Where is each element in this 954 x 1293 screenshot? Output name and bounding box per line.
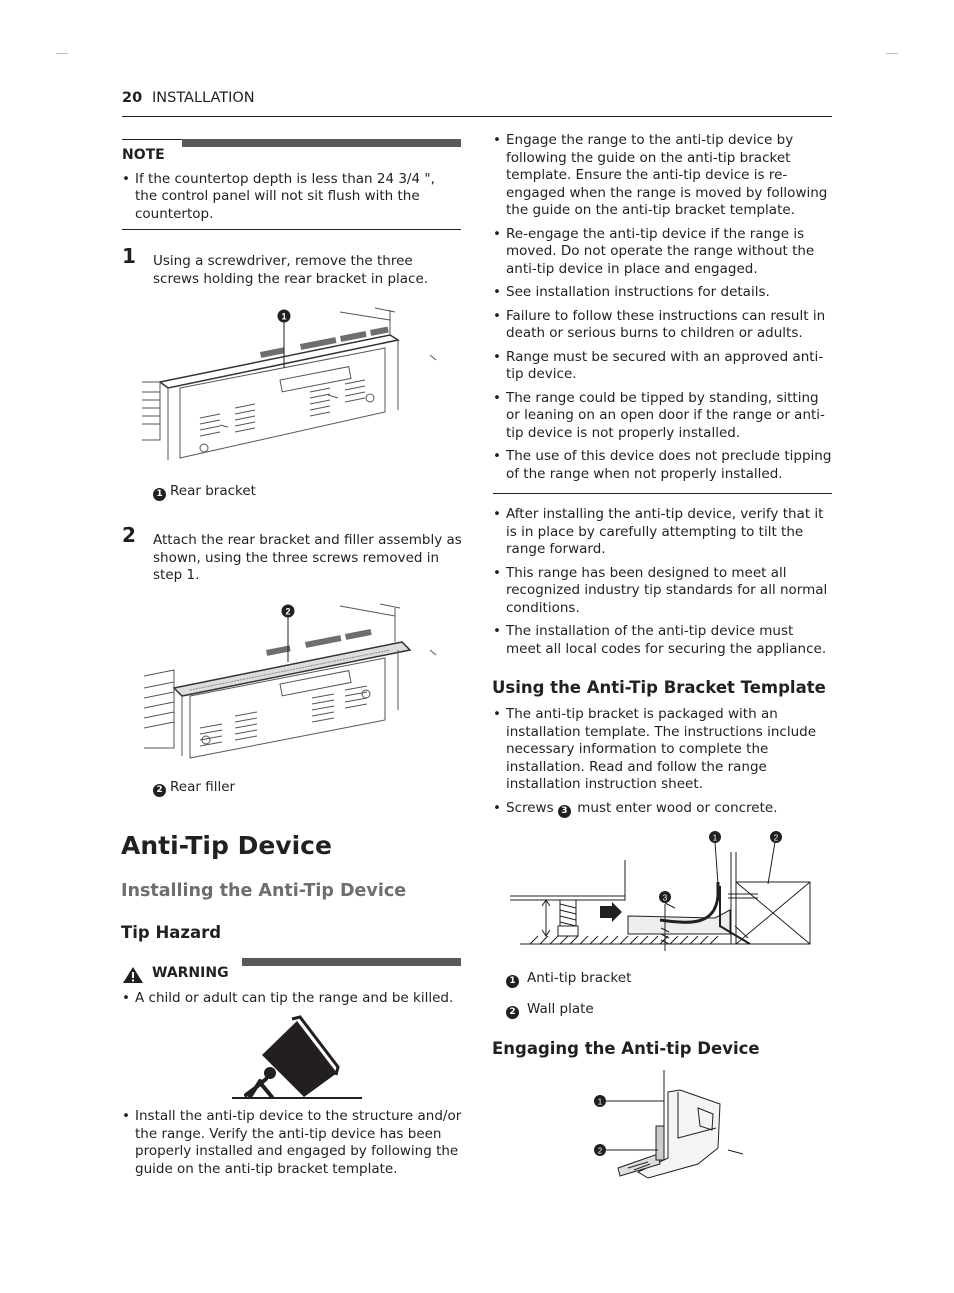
list-item: • The use of this device does not preclude tipping of the range when not properly installed. [493,448,832,483]
legend-label: Wall plate [527,1001,594,1017]
step-number: 1 [122,244,136,268]
engaging-heading: Engaging the Anti-tip Device [492,1039,760,1058]
engaging-device-illustration [588,1068,748,1183]
legend-item [506,1001,594,1019]
note-title: NOTE [122,147,165,163]
template-list [493,706,832,824]
crop-mark [886,53,898,54]
after-install-list [493,506,832,664]
subsection-heading: Installing the Anti-Tip Device [121,881,407,901]
list-item: • The installation of the anti-tip device must meet all local codes for securing the appliance. [493,623,832,658]
list-item: • Engage the range to the anti-tip device by following the guide on the anti-tip bracket template. Ensure the anti-tip device is re-engaged when the range is moved by following the guide on the anti-tip bracket template. [493,132,832,220]
legend-label: Anti-tip bracket [527,970,632,986]
list-item: • See installation instructions for details. [493,284,832,302]
tip-hazard-illustration [232,1015,362,1100]
callout-marker: 1 [506,975,519,988]
tip-hazard-heading: Tip Hazard [121,923,222,942]
callout-marker: 1 [153,488,166,501]
list-item [493,800,832,818]
note-item: • If the countertop depth is less than 24 3/4 ", the control panel will not sit flush with the countertop. [122,171,461,224]
list-item: • Install the anti-tip device to the structure and/or the range. Verify the anti-tip device has been properly installed and engaged by following the guide on the anti-tip bracket template. [122,1108,462,1178]
list-item: • Range must be secured with an approved anti-tip device. [493,349,832,384]
screws-text-post: must enter wood or concrete. [577,799,778,816]
step-number: 2 [122,523,136,547]
note-box [122,139,461,230]
fig2-legend [153,779,235,797]
list-item: • The anti-tip bracket is packaged with an installation template. The instructions include necessary information to complete the installation. Read and follow the range installation instruction sheet. [493,706,832,794]
fig2-callout: 2 [285,606,291,617]
fig2-legend-label: Rear filler [170,779,236,795]
section-title: INSTALLATION [152,90,255,106]
page-number: 20 [122,90,143,106]
anti-tip-bracket-illustration [510,826,815,951]
left-bottom-list [122,1108,462,1184]
engaging-callout: 2 [597,1146,603,1156]
step-text: Using a screwdriver, remove the three screws holding the rear bracket in place. [153,253,429,287]
warning-box [122,958,461,1014]
warning-label: WARNING [152,965,229,981]
warning-item: • A child or adult can tip the range and be killed. [122,990,461,1008]
list-item: • After installing the anti-tip device, verify that it is in place by carefully attempting to tilt the range forward. [493,506,832,559]
callout-marker: 2 [506,1006,519,1019]
screws-text-pre: Screws [506,799,554,816]
fig1-legend-label: Rear bracket [170,483,256,499]
callout-marker: 3 [558,805,571,818]
legend-item [506,970,631,988]
list-item: • Re-engage the anti-tip device if the range is moved. Do not operate the range without the anti-tip device in place and engaged. [493,226,832,279]
list-item: • Failure to follow these instructions can result in death or serious burns to children or adults. [493,308,832,343]
list-item: • The range could be tipped by standing, sitting or leaning on an open door if the range or anti-tip device is not properly installed. [493,390,832,443]
wall-callout: 1 [712,833,718,843]
engaging-callout: 1 [597,1097,603,1107]
header-rule [122,116,832,117]
wall-callout: 3 [662,893,668,903]
step-text: Attach the rear bracket and filler assembly as shown, using the three screws removed in step 1. [153,532,462,583]
list-item: • This range has been designed to meet all recognized industry tip standards for all normal conditions. [493,565,832,618]
rear-filler-illustration [140,598,450,763]
warning-triangle-icon [122,966,144,984]
section-heading: Anti-Tip Device [121,831,332,860]
fig1-legend [153,483,256,501]
rear-bracket-illustration [140,300,450,465]
callout-marker: 2 [153,784,166,797]
divider [493,493,832,494]
wall-callout: 2 [773,833,779,843]
right-warning-list [493,132,832,489]
crop-mark [56,53,68,54]
template-heading: Using the Anti-Tip Bracket Template [492,678,826,697]
fig1-callout: 1 [281,311,287,322]
